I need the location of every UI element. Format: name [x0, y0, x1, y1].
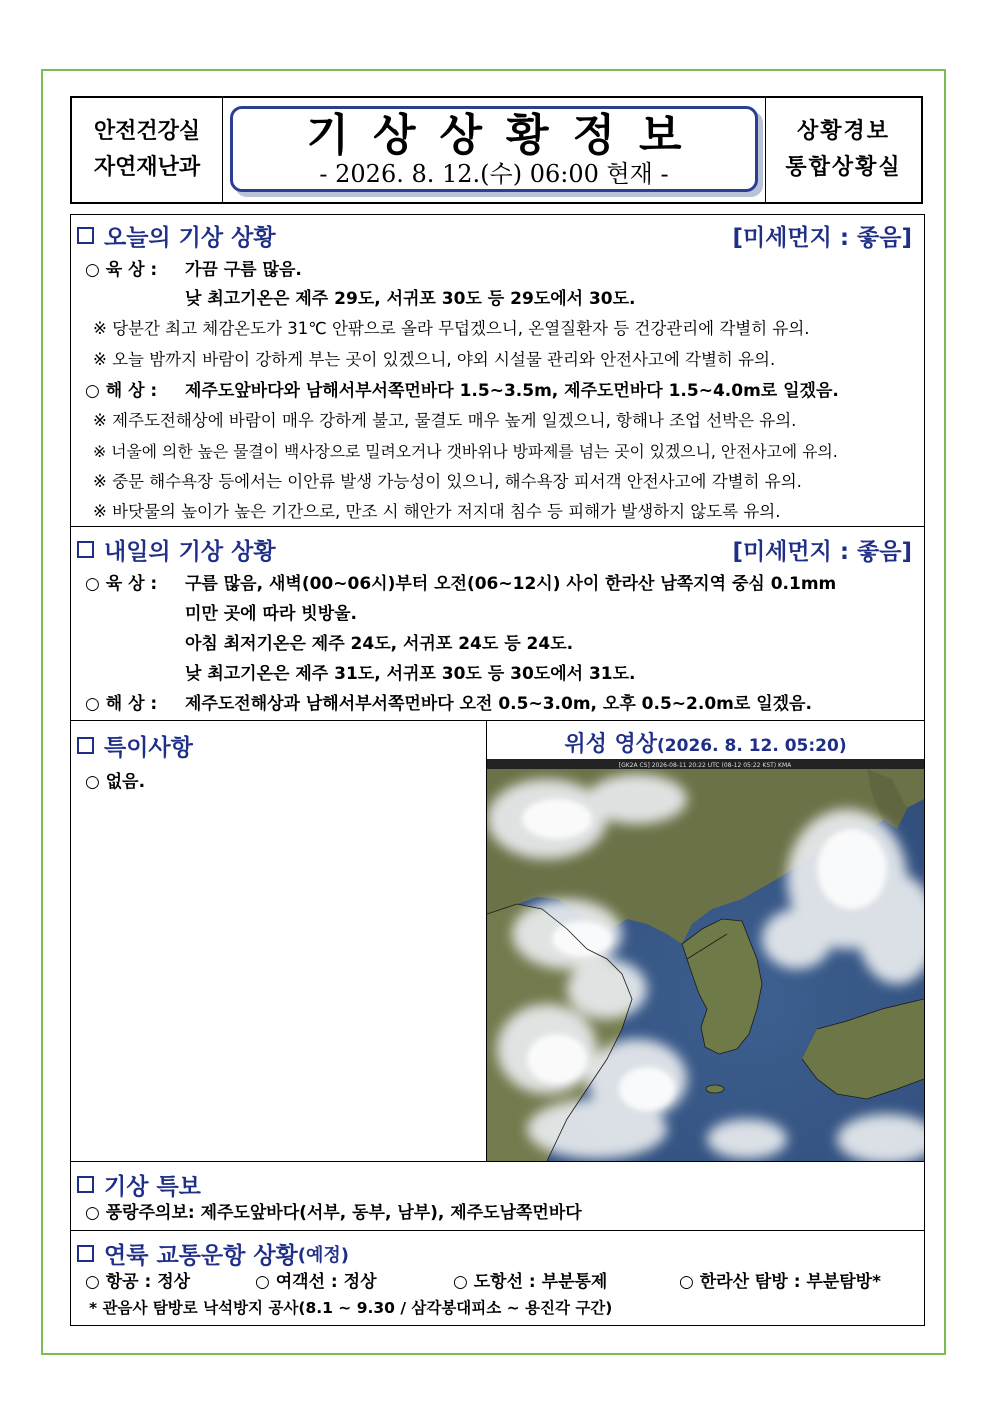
today-sea-label: ○ 해 상 : — [85, 381, 158, 401]
today-sea-note: ※ 바닷물의 높이가 높은 기간으로, 만조 시 해안가 저지대 침수 등 피해가 발생하지 않도록 유의. — [93, 502, 781, 521]
checkbox-icon — [77, 737, 94, 754]
tomorrow-dust-level: [미세먼지 : 좋음] — [732, 539, 912, 565]
today-heading: 오늘의 기상 상황 — [77, 219, 276, 252]
tomorrow-land-label: ○ 육 상 : — [85, 574, 158, 594]
report-date: - 2026. 8. 12.(수) 06:00 현재 - — [319, 160, 669, 188]
today-land-note: ※ 오늘 밤까지 바람이 강하게 부는 곳이 있겠으니, 야외 시설물 관리와 안전사고에 각별히 유의. — [93, 350, 776, 369]
checkbox-icon — [77, 541, 94, 558]
department-box — [72, 98, 223, 202]
satellite-title: 위성 영상(2026. 8. 12. 05:20) — [564, 732, 847, 757]
advisory-item: ○ 풍랑주의보: 제주도앞바다(서부, 동부, 남부), 제주도남쪽먼바다 — [85, 1203, 582, 1223]
checkbox-icon — [77, 227, 94, 244]
checkbox-icon — [77, 1245, 94, 1262]
traffic-item-hallasan: ○ 한라산 탐방 : 부분탐방* — [679, 1272, 881, 1292]
special-section — [71, 721, 487, 1161]
today-sea-note: ※ 중문 해수욕장 등에서는 이안류 발생 가능성이 있으니, 해수욕장 피서객 안전사고에 각별히 유의. — [93, 472, 802, 491]
satellite-image — [487, 759, 924, 1161]
traffic-section — [71, 1231, 924, 1325]
tomorrow-sea-line: 제주도전해상과 남해서부서쪽먼바다 오전 0.5~3.0m, 오후 0.5~2.0m로 일겠음. — [185, 694, 812, 714]
department-line1: 안전건강실 — [93, 119, 201, 144]
report-title: 기상상황정보 — [306, 110, 706, 161]
checkbox-icon — [77, 1176, 94, 1193]
today-land-label: ○ 육 상 : — [85, 260, 158, 280]
advisory-heading: 기상 특보 — [77, 1168, 201, 1201]
today-land-line1: 가끔 구름 많음. — [185, 260, 302, 280]
satellite-panel — [487, 721, 924, 1161]
satellite-caption: [GK2A CS] 2026-08-11 20:22 UTC (08-12 05:22 KST) KMA — [618, 762, 792, 769]
today-section — [71, 215, 924, 527]
today-land-note: ※ 당분간 최고 체감온도가 31℃ 안팎으로 올라 무덥겠으니, 온열질환자 등 건강관리에 각별히 유의. — [93, 319, 810, 338]
report-body — [70, 214, 925, 1326]
traffic-item-island-ferry: ○ 도항선 : 부분통제 — [453, 1272, 608, 1292]
traffic-footnote: * 관음사 탐방로 낙석방지 공사(8.1 ~ 9.30 / 삼각봉대피소 ~ 용진각 구간) — [89, 1299, 613, 1317]
today-dust-level: [미세먼지 : 좋음] — [732, 225, 912, 251]
traffic-item-ferry: ○ 여객선 : 정상 — [255, 1272, 377, 1292]
traffic-heading: 연륙 교통운항 상황 (예정) — [77, 1237, 349, 1270]
report-header — [70, 96, 923, 204]
tomorrow-section — [71, 527, 924, 721]
special-heading: 특이사항 — [77, 729, 193, 762]
office-line2: 통합상황실 — [785, 155, 902, 180]
advisory-section — [71, 1161, 924, 1231]
department-line2: 자연재난과 — [93, 155, 201, 180]
today-sea-note: ※ 제주도전해상에 바람이 매우 강하게 불고, 물결도 매우 높게 일겠으니, 항해나 조업 선박은 유의. — [93, 411, 797, 430]
title-box — [230, 106, 758, 192]
today-sea-note: ※ 너울에 의한 높은 물결이 백사장으로 밀려오거나 갯바위나 방파제를 넘는 곳이 있겠으니, 안전사고에 유의. — [93, 442, 838, 461]
traffic-item-air: ○ 항공 : 정상 — [85, 1272, 191, 1292]
tomorrow-land-line4: 낮 최고기온은 제주 31도, 서귀포 30도 등 30도에서 31도. — [185, 664, 636, 684]
tomorrow-land-line1: 구름 많음, 새벽(00~06시)부터 오전(06~12시) 사이 한라산 남쪽지역 중심 0.1mm — [185, 574, 837, 594]
tomorrow-heading: 내일의 기상 상황 — [77, 533, 276, 566]
tomorrow-land-line2: 미만 곳에 따라 빗방울. — [185, 604, 358, 624]
tomorrow-land-line3: 아침 최저기온은 제주 24도, 서귀포 24도 등 24도. — [185, 634, 574, 654]
today-sea-line: 제주도앞바다와 남해서부서쪽먼바다 1.5~3.5m, 제주도먼바다 1.5~4.0m로 일겠음. — [185, 381, 839, 401]
tomorrow-sea-label: ○ 해 상 : — [85, 694, 158, 714]
office-line1: 상황경보 — [796, 119, 890, 144]
special-item: ○ 없음. — [85, 772, 146, 792]
office-box — [765, 98, 921, 202]
today-land-line2: 낮 최고기온은 제주 29도, 서귀포 30도 등 29도에서 30도. — [185, 289, 636, 309]
